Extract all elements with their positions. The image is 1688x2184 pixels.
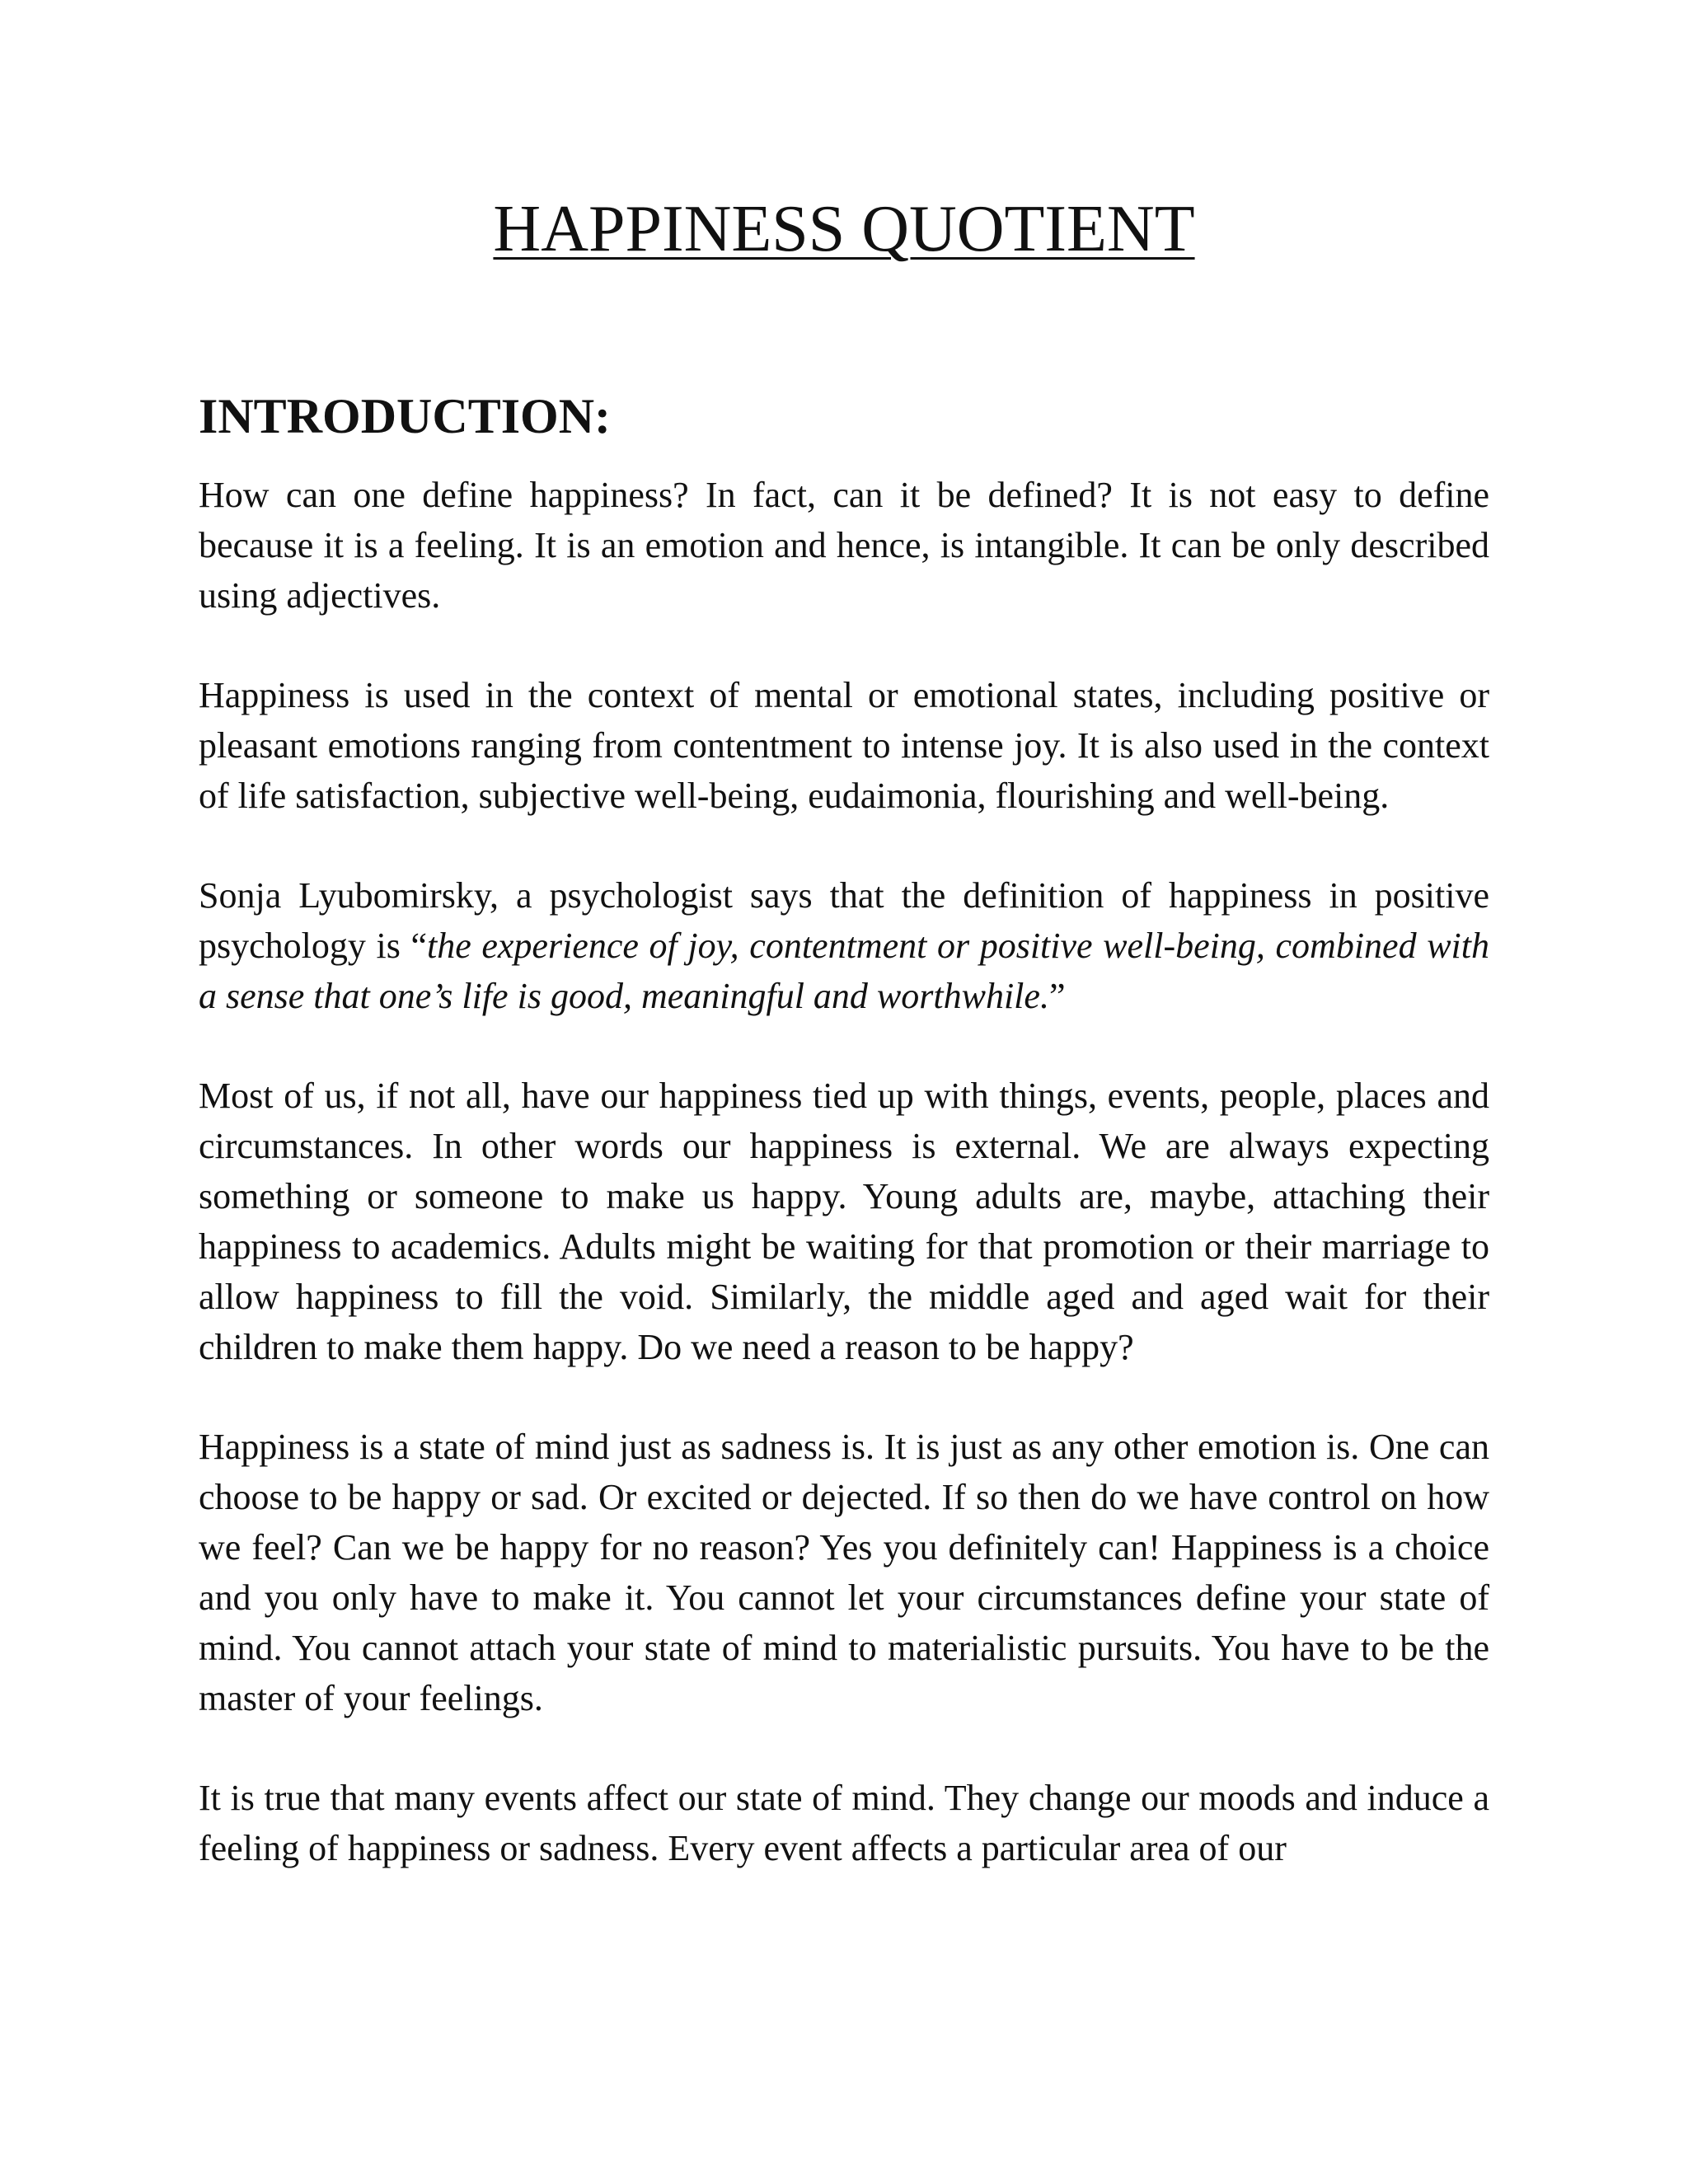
document-body xyxy=(199,470,1489,1873)
quote-trail: ” xyxy=(1048,976,1066,1016)
section-heading: INTRODUCTION: xyxy=(199,389,612,443)
quote-lead: Sonja Lyubomirsky, a psychologist says that the definition of happiness in positive psychology is “ xyxy=(199,875,1489,966)
page-title: HAPPINESS QUOTIENT xyxy=(493,193,1195,265)
paragraph-external-happiness: Most of us, if not all, have our happiness tied up with things, events, people, places and circumstances. In other words our happiness is external. We are always expecting something or someone to make us happy. Young adults are, maybe, attaching their happiness to academics. Adults might be waiting for that promotion or their marriage to allow happiness to fill the void. Similarly, the middle aged and aged wait for their children to make them happy. Do we need a reason to be happy? xyxy=(199,1076,1489,1367)
paragraph-context: Happiness is used in the context of mental or emotional states, including positive or pleasant emotions ranging from contentment to intense joy. It is also used in the context of life satisfaction, subjective well-being, eudaimonia, flourishing and well-being. xyxy=(199,675,1489,816)
paragraph-events: It is true that many events affect our state of mind. They change our moods and induce a feeling of happiness or sadness. Every event affects a particular area of our xyxy=(199,1778,1489,1868)
paragraph-quote xyxy=(199,870,1489,1021)
paragraph-state-of-mind: Happiness is a state of mind just as sadness is. It is just as any other emotion is. One can choose to be happy or sad. Or excited or dejected. If so then do we have control on how we feel? Can we be happy for no reason? Yes you definitely can! Happiness is a choice and you only have to make it. You cannot let your circumstances define your state of mind. You cannot attach your state of mind to materialistic pursuits. You have to be the master of your feelings. xyxy=(199,1427,1489,1718)
paragraph-definition: How can one define happiness? In fact, can it be defined? It is not easy to define because it is a feeling. It is an emotion and hence, is intangible. It can be only described using adjectives. xyxy=(199,475,1489,616)
quote-text: the experience of joy, contentment or positive well-being, combined with a sense that one’s life is good, meaningful and worthwhile. xyxy=(199,926,1489,1016)
